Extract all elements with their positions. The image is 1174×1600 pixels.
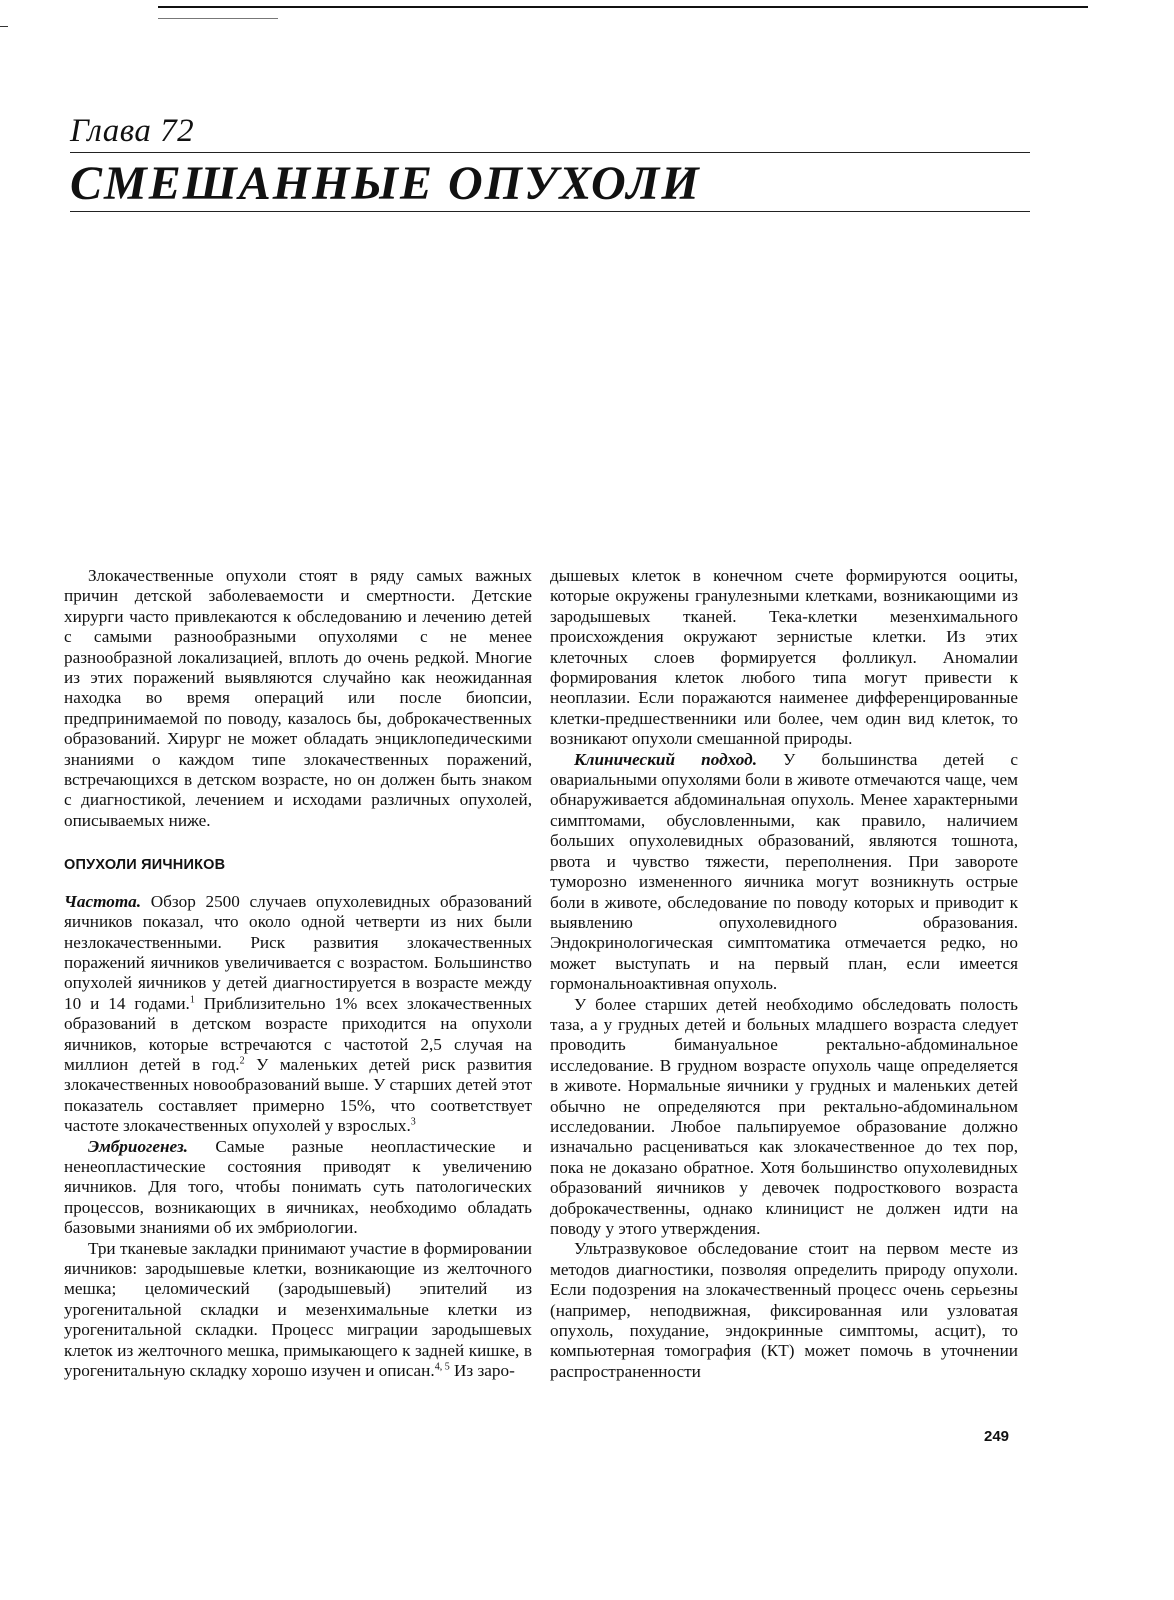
frequency-text-1: Обзор 2500 случаев опухолевидных образований яичников показал, что около одной четверти из них были незлокачественными. Риск развития злокачественных поражений яичников увеличивается с возрастом. Большинство опухолей яичников у детей диагностируется в возрасте между 10 и 14 годами. — [64, 891, 532, 1013]
clinical-paragraph — [550, 750, 1018, 995]
ref-1: 1 — [189, 993, 195, 1005]
germ-layers-paragraph — [64, 1239, 532, 1382]
intro-paragraph: Злокачественные опухоли стоят в ряду самых важных причин детской заболеваемости и смертности. Детские хирурги часто привлекаются к обследованию и лечению детей с самыми разнообразными опухолями с не менее разнообразной локализацией, вплоть до очень редкой. Многие из этих поражений выявляются случайно как неожиданная находка во время операций или после биопсии, предпринимаемой по поводу, казалось бы, доброкачественных образований. Хирург не может обладать энциклопедическими знаниями о каждом типе злокачественных поражений, встречающихся в детском возрасте, но он должен быть знаком с диагностикой, лечением и исходами различных опухолей, описываемых ниже. — [64, 566, 532, 830]
clinical-lead: Клинический подход. — [574, 749, 757, 769]
chapter-label: Глава 72 — [70, 113, 195, 149]
left-column — [64, 566, 532, 1381]
frequency-text-3: У маленьких детей риск развития злокачественных новообразований выше. У старших детей этот показатель составляет примерно 15%, что соответствует частоте злокачественных опухолей у взрослых. — [64, 1054, 532, 1136]
header-rule-short — [158, 18, 278, 19]
frequency-paragraph — [64, 892, 532, 1137]
ref-2: 2 — [239, 1055, 245, 1067]
embryogenesis-lead: Эмбриогенез. — [88, 1136, 188, 1156]
germ-layers-text: Три тканевые закладки принимают участие в формировании яичников: зародышевые клетки, возникающие из желточного мешка; целомический (зародышевый) эпителий из урогенитальной складки и мезенхимальные клетки из урогенитальной складки. Процесс миграции зародышевых клеток из желточного мешка, примыкающего к задней кишке, в урогенитальную складку хорошо изучен и описан. — [64, 1238, 532, 1381]
embryogenesis-text: Самые разные неопластические и ненеопластические состояния приводят к увеличению яичников. Для того, чтобы понимать суть патологических процессов, возникающих в яичниках, необходимо обладать базовыми знаниями об их эмбриологии. — [64, 1136, 532, 1238]
chapter-rule-bottom — [70, 211, 1030, 212]
margin-tick — [0, 26, 8, 27]
right-column — [550, 566, 1018, 1382]
chapter-title: СМЕШАННЫЕ ОПУХОЛИ — [70, 157, 701, 210]
page-number: 249 — [984, 1428, 1010, 1445]
frequency-text-2: Приблизительно 1% всех злокачественных образований в детском возрасте приходится на опухоли яичников, которые встречаются с частотой 2,5 случая на миллион детей в год. — [64, 993, 532, 1074]
chapter-rule-top — [70, 152, 1030, 153]
germ-layers-tail: Из заро- — [449, 1361, 515, 1381]
ref-4-5: 4, 5 — [434, 1361, 450, 1373]
continuation-paragraph: дышевых клеток в конечном счете формируются ооциты, которые окружены гранулезными клетками, возникающими из зародышевых тканей. Тека-клетки мезенхимального происхождения окружают зернистые клетки. Из этих клеточных слоев формируется фолликул. Аномалии формирования клеток любого типа могут привести к неоплазии. Если поражаются наименее дифференцированные клетки-предшественники или более, чем один вид клеток, то возникают опухоли смешанной природы. — [550, 566, 1018, 749]
section-heading: ОПУХОЛИ ЯИЧНИКОВ — [64, 857, 226, 874]
frequency-lead: Частота. — [64, 891, 142, 911]
ref-3: 3 — [410, 1116, 416, 1128]
clinical-text: У большинства детей с овариальными опухолями боли в животе отмечаются чаще, чем обнаруживается абдоминальная опухоль. Менее характерными симптомами, обусловленными, как правило, наличием больших опухолевидных образований, являются тошнота, рвота и чувство тяжести, переполнения. При завороте туморозно измененного яичника могут возникнуть острые боли в животе, обследование по поводу которых и приводит к выявлению опухолевидного образования. Эндокринологическая симптоматика отмечается редко, но может выступать и на первый план, если имеется гормональноактивная опухоль. — [550, 749, 1018, 994]
older-children-paragraph: У более старших детей необходимо обследовать полость таза, а у грудных детей и больных младшего возраста следует проводить бимануальное ректально-абдоминальное исследование. В грудном возрасте опухоль чаще определяется в животе. Нормальные яичники у грудных и маленьких детей обычно не определяются при ректально-абдоминальном исследовании. Любое пальпируемое образование должно изначально расцениваться как злокачественное до тех пор, пока не доказано обратное. Хотя большинство опухолевидных образований яичников у девочек подросткового возраста доброкачественны, однако клиницист не должен идти на поводу у этого утверждения. — [550, 994, 1018, 1238]
ultrasound-paragraph: Ультразвуковое обследование стоит на первом месте из методов диагностики, позволяя определить природу опухоли. Если подозрения на злокачественный процесс очень серьезны (например, неподвижная, фиксированная или узловатая опухоль, похудание, эндокринные симптомы, асцит), то компьютерная томография (КТ) может помочь в уточнении распространенности — [550, 1239, 1018, 1381]
header-rule — [158, 6, 1088, 8]
embryogenesis-paragraph — [64, 1137, 532, 1239]
